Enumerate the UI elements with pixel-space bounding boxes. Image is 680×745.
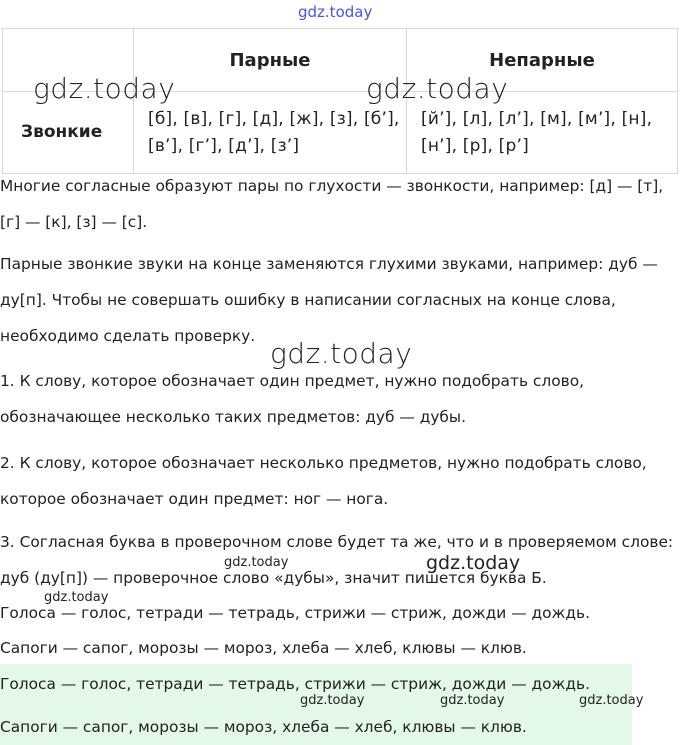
column-header-unpaired: Непарные — [407, 29, 678, 92]
watermark-large: gdz.today — [366, 72, 509, 105]
watermark-large: gdz.today — [270, 337, 413, 370]
answer-line-2: Сапоги — сапог, морозы — мороз, хлеба — хлеб, клювы — клюв. — [0, 718, 527, 736]
row-header-voiced: Звонкие — [3, 92, 134, 174]
watermark-top: gdz.today — [298, 3, 373, 21]
answer-line-1: Голоса — голос, тетради — тетрадь, стрижи — стриж, дожди — дождь. — [0, 675, 590, 693]
unpaired-voiced-cell: [й’], [л], [л’], [м], [м’], [н], [н’], [р], [р’] — [407, 92, 678, 174]
watermark-small: gdz.today — [44, 590, 109, 605]
rule-2: 2. К слову, которое обозначает несколько предметов, нужно подобрать слово, которое обозначает один предмет: ног — нога. — [0, 454, 647, 508]
watermark-small: gdz.today — [440, 693, 505, 708]
rule-3: 3. Согласная буква в проверочном слове будет та же, что и в проверяемом слове: дуб (ду[п]) — проверочное слово «дубы», значит пишется буква Б. — [0, 533, 674, 587]
watermark-small: gdz.today — [300, 693, 365, 708]
examples-line-2: Сапоги — сапог, морозы — мороз, хлеба — хлеб, клювы — клюв. — [0, 639, 527, 657]
examples-line-1: Голоса — голос, тетради — тетрадь, стрижи — стриж, дожди — дождь. — [0, 604, 590, 622]
watermark-large: gdz.today — [33, 72, 176, 105]
watermark-small: gdz.today — [224, 555, 289, 570]
column-header-paired: Парные — [134, 29, 407, 92]
paragraph-pairs: Многие согласные образуют пары по глухости — звонкости, например: [д] — [т], [г] — [к], [з] — [с]. — [0, 177, 664, 231]
watermark-medium: gdz.today — [426, 552, 521, 574]
rule-1: 1. К слову, которое обозначает один предмет, нужно подобрать слово, обозначающее несколько таких предметов: дуб — дубы. — [0, 372, 585, 426]
paired-voiced-cell: [б], [в], [г], [д], [ж], [з], [б’], [в’], [г’], [д’], [з’] — [134, 92, 407, 174]
watermark-small: gdz.today — [579, 693, 644, 708]
paragraph-final-consonants: Парные звонкие звуки на конце заменяются глухими звуками, например: дуб — ду[п]. Чтобы не совершать ошибку в написании согласных на конце слова, необходимо сделать проверку. — [0, 255, 658, 345]
